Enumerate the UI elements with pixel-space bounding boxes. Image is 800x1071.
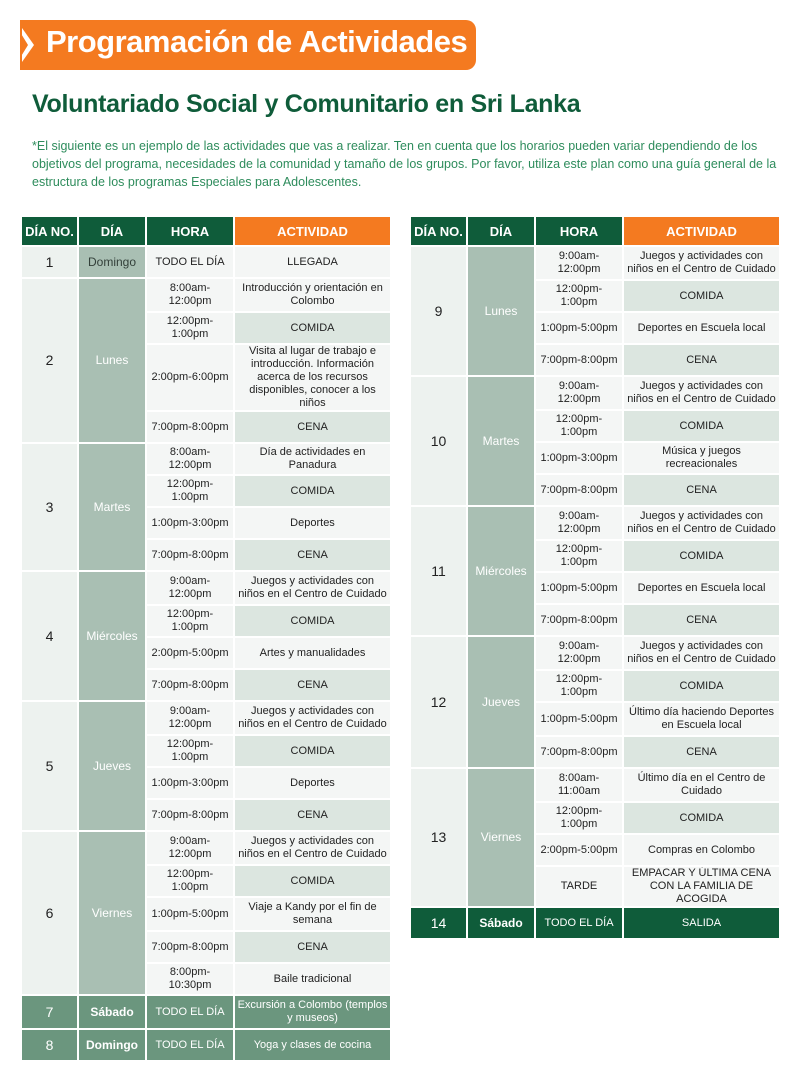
- day-name: Jueves: [79, 702, 145, 830]
- table-row: [22, 866, 390, 896]
- table-row: [411, 507, 779, 539]
- table-row: [22, 736, 390, 766]
- table-row: [411, 867, 779, 906]
- day-name: Martes: [468, 377, 534, 505]
- activity-cell: EMPACAR Y ÚLTIMA CENA CON LA FAMILIA DE ACOGIDA: [624, 867, 779, 906]
- activity-cell: Excursión a Colombo (templos y museos): [235, 996, 390, 1028]
- time-cell: 9:00am-12:00pm: [147, 572, 233, 604]
- table-row: [411, 671, 779, 701]
- table-row: [411, 281, 779, 311]
- time-cell: 12:00pm-1:00pm: [536, 411, 622, 441]
- activity-cell: Juegos y actividades con niños en el Centro de Cuidado: [624, 637, 779, 669]
- activity-cell: CENA: [624, 737, 779, 767]
- activity-cell: Juegos y actividades con niños en el Centro de Cuidado: [235, 702, 390, 734]
- time-cell: TODO EL DÍA: [147, 996, 233, 1028]
- table-row: [411, 377, 779, 409]
- col-header-activity: ACTIVIDAD: [235, 217, 390, 245]
- table-row: [22, 932, 390, 962]
- time-cell: 9:00am-12:00pm: [536, 377, 622, 409]
- activity-cell: CENA: [624, 605, 779, 635]
- activity-cell: COMIDA: [624, 803, 779, 833]
- day-number: 7: [22, 996, 77, 1028]
- col-header-day: DÍA: [468, 217, 534, 245]
- time-cell: 9:00am-12:00pm: [147, 702, 233, 734]
- day-name: Jueves: [468, 637, 534, 767]
- time-cell: 1:00pm-3:00pm: [147, 508, 233, 538]
- activity-cell: COMIDA: [235, 313, 390, 343]
- table-row: [22, 540, 390, 570]
- activity-cell: Juegos y actividades con niños en el Centro de Cuidado: [624, 507, 779, 539]
- time-cell: 12:00pm-1:00pm: [147, 476, 233, 506]
- time-cell: 7:00pm-8:00pm: [147, 800, 233, 830]
- table-row: [411, 443, 779, 473]
- col-header-day: DÍA: [79, 217, 145, 245]
- activity-cell: COMIDA: [235, 736, 390, 766]
- table-row: [411, 637, 779, 669]
- time-cell: TODO EL DÍA: [536, 908, 622, 938]
- table-row: [411, 345, 779, 375]
- activity-cell: Viaje a Kandy por el fin de semana: [235, 898, 390, 930]
- day-number: 5: [22, 702, 77, 830]
- time-cell: 9:00am-12:00pm: [147, 832, 233, 864]
- table-row: [411, 835, 779, 865]
- time-cell: 7:00pm-8:00pm: [536, 605, 622, 635]
- activity-cell: Visita al lugar de trabajo e introducción. Información acerca de los recursos disponibles, conocer a los niños: [235, 345, 390, 410]
- table-row: [22, 1030, 390, 1060]
- time-cell: 12:00pm-1:00pm: [536, 803, 622, 833]
- time-cell: 7:00pm-8:00pm: [147, 670, 233, 700]
- time-cell: 1:00pm-5:00pm: [536, 313, 622, 343]
- col-header-day-no: DÍA NO.: [22, 217, 77, 245]
- activity-cell: Compras en Colombo: [624, 835, 779, 865]
- time-cell: 7:00pm-8:00pm: [536, 345, 622, 375]
- table-row: [411, 573, 779, 603]
- time-cell: TARDE: [536, 867, 622, 906]
- table-row: [411, 313, 779, 343]
- time-cell: 8:00am-12:00pm: [147, 444, 233, 474]
- day-number: 12: [411, 637, 466, 767]
- table-row: [411, 703, 779, 735]
- time-cell: 9:00am-12:00pm: [536, 637, 622, 669]
- time-cell: 7:00pm-8:00pm: [536, 475, 622, 505]
- day-number: 1: [22, 247, 77, 277]
- time-cell: 2:00pm-6:00pm: [147, 345, 233, 410]
- table-row: [411, 605, 779, 635]
- table-row: [22, 996, 390, 1028]
- table-row: [411, 737, 779, 767]
- table-header: [22, 217, 390, 245]
- activity-cell: Introducción y orientación en Colombo: [235, 279, 390, 311]
- day-name: Sábado: [79, 996, 145, 1028]
- time-cell: 9:00am-12:00pm: [536, 247, 622, 279]
- time-cell: 1:00pm-5:00pm: [147, 898, 233, 930]
- activity-cell: Último día en el Centro de Cuidado: [624, 769, 779, 801]
- col-header-time: HORA: [536, 217, 622, 245]
- activity-cell: CENA: [235, 800, 390, 830]
- time-cell: 8:00am-11:00am: [536, 769, 622, 801]
- day-name: Miércoles: [468, 507, 534, 635]
- activity-cell: CENA: [235, 540, 390, 570]
- day-name: Martes: [79, 444, 145, 570]
- table-row: [22, 247, 390, 277]
- activity-cell: Música y juegos recreacionales: [624, 443, 779, 473]
- day-name: Miércoles: [79, 572, 145, 700]
- time-cell: TODO EL DÍA: [147, 1030, 233, 1060]
- activity-cell: Último día haciendo Deportes en Escuela local: [624, 703, 779, 735]
- col-header-time: HORA: [147, 217, 233, 245]
- activity-cell: Día de actividades en Panadura: [235, 444, 390, 474]
- activity-cell: COMIDA: [235, 606, 390, 636]
- day-name: Domingo: [79, 247, 145, 277]
- table-row: [22, 800, 390, 830]
- activity-cell: Juegos y actividades con niños en el Centro de Cuidado: [624, 247, 779, 279]
- activity-cell: CENA: [235, 412, 390, 442]
- activity-cell: CENA: [624, 345, 779, 375]
- col-header-activity: ACTIVIDAD: [624, 217, 779, 245]
- table-row: [22, 964, 390, 994]
- activity-cell: COMIDA: [235, 476, 390, 506]
- schedule-table-left: [20, 215, 392, 1062]
- table-row: [22, 345, 390, 410]
- day-name: Viernes: [79, 832, 145, 994]
- table-row: [22, 572, 390, 604]
- table-row: [22, 702, 390, 734]
- table-row: [22, 476, 390, 506]
- time-cell: 12:00pm-1:00pm: [147, 606, 233, 636]
- activity-cell: COMIDA: [624, 411, 779, 441]
- day-number: 14: [411, 908, 466, 938]
- time-cell: 1:00pm-5:00pm: [536, 703, 622, 735]
- time-cell: 1:00pm-3:00pm: [147, 768, 233, 798]
- table-row: [411, 908, 779, 938]
- table-row: [22, 832, 390, 864]
- time-cell: 12:00pm-1:00pm: [147, 736, 233, 766]
- activity-cell: Baile tradicional: [235, 964, 390, 994]
- table-row: [411, 803, 779, 833]
- activity-cell: COMIDA: [624, 671, 779, 701]
- time-cell: 7:00pm-8:00pm: [536, 737, 622, 767]
- table-row: [22, 768, 390, 798]
- time-cell: 7:00pm-8:00pm: [147, 412, 233, 442]
- table-row: [22, 638, 390, 668]
- activity-cell: Yoga y clases de cocina: [235, 1030, 390, 1060]
- time-cell: 8:00am-12:00pm: [147, 279, 233, 311]
- day-name: Domingo: [79, 1030, 145, 1060]
- table-header: [411, 217, 779, 245]
- table-row: [411, 475, 779, 505]
- time-cell: 9:00am-12:00pm: [536, 507, 622, 539]
- intro-note: *El siguiente es un ejemplo de las actividades que vas a realizar. Ten en cuenta que los horarios pueden variar dependiendo de los objetivos del programa, necesidades de la comunidad y tamaño de los grupos. Por favor, utiliza este plan como una guía general de la estructura de los programas Especiales para Adolescentes.: [32, 139, 777, 189]
- day-number: 4: [22, 572, 77, 700]
- activity-cell: Deportes en Escuela local: [624, 573, 779, 603]
- table-row: [22, 670, 390, 700]
- time-cell: TODO EL DÍA: [147, 247, 233, 277]
- table-row: [411, 247, 779, 279]
- activity-cell: Deportes: [235, 768, 390, 798]
- activity-cell: Deportes en Escuela local: [624, 313, 779, 343]
- time-cell: 12:00pm-1:00pm: [147, 866, 233, 896]
- day-name: Lunes: [468, 247, 534, 375]
- day-name: Lunes: [79, 279, 145, 442]
- table-row: [22, 313, 390, 343]
- table-row: [22, 412, 390, 442]
- time-cell: 12:00pm-1:00pm: [536, 281, 622, 311]
- table-row: [22, 444, 390, 474]
- table-row: [411, 541, 779, 571]
- table-row: [411, 411, 779, 441]
- activity-cell: Deportes: [235, 508, 390, 538]
- activity-cell: Juegos y actividades con niños en el Centro de Cuidado: [235, 832, 390, 864]
- activity-cell: Juegos y actividades con niños en el Centro de Cuidado: [624, 377, 779, 409]
- day-number: 2: [22, 279, 77, 442]
- activity-cell: CENA: [624, 475, 779, 505]
- activity-cell: Juegos y actividades con niños en el Centro de Cuidado: [235, 572, 390, 604]
- page-subtitle: Voluntariado Social y Comunitario en Sri Lanka: [32, 90, 581, 118]
- time-cell: 12:00pm-1:00pm: [536, 541, 622, 571]
- day-number: 13: [411, 769, 466, 906]
- page-title: Programación de Actividades: [46, 24, 468, 59]
- activity-cell: Artes y manualidades: [235, 638, 390, 668]
- activity-cell: COMIDA: [624, 541, 779, 571]
- activity-cell: LLEGADA: [235, 247, 390, 277]
- table-row: [22, 279, 390, 311]
- title-banner: [20, 20, 476, 70]
- day-number: 9: [411, 247, 466, 375]
- schedule-table-right: [409, 215, 781, 940]
- activity-cell: CENA: [235, 670, 390, 700]
- time-cell: 2:00pm-5:00pm: [147, 638, 233, 668]
- day-number: 10: [411, 377, 466, 505]
- table-row: [22, 508, 390, 538]
- activity-cell: CENA: [235, 932, 390, 962]
- activity-cell: COMIDA: [235, 866, 390, 896]
- time-cell: 7:00pm-8:00pm: [147, 932, 233, 962]
- time-cell: 1:00pm-5:00pm: [536, 573, 622, 603]
- time-cell: 12:00pm-1:00pm: [536, 671, 622, 701]
- day-name: Sábado: [468, 908, 534, 938]
- table-row: [22, 898, 390, 930]
- day-number: 8: [22, 1030, 77, 1060]
- table-row: [411, 769, 779, 801]
- time-cell: 1:00pm-3:00pm: [536, 443, 622, 473]
- time-cell: 8:00pm-10:30pm: [147, 964, 233, 994]
- day-number: 3: [22, 444, 77, 570]
- time-cell: 7:00pm-8:00pm: [147, 540, 233, 570]
- day-number: 6: [22, 832, 77, 994]
- activity-cell: COMIDA: [624, 281, 779, 311]
- time-cell: 2:00pm-5:00pm: [536, 835, 622, 865]
- table-row: [22, 606, 390, 636]
- day-name: Viernes: [468, 769, 534, 906]
- time-cell: 12:00pm-1:00pm: [147, 313, 233, 343]
- day-number: 11: [411, 507, 466, 635]
- activity-cell: SALIDA: [624, 908, 779, 938]
- col-header-day-no: DÍA NO.: [411, 217, 466, 245]
